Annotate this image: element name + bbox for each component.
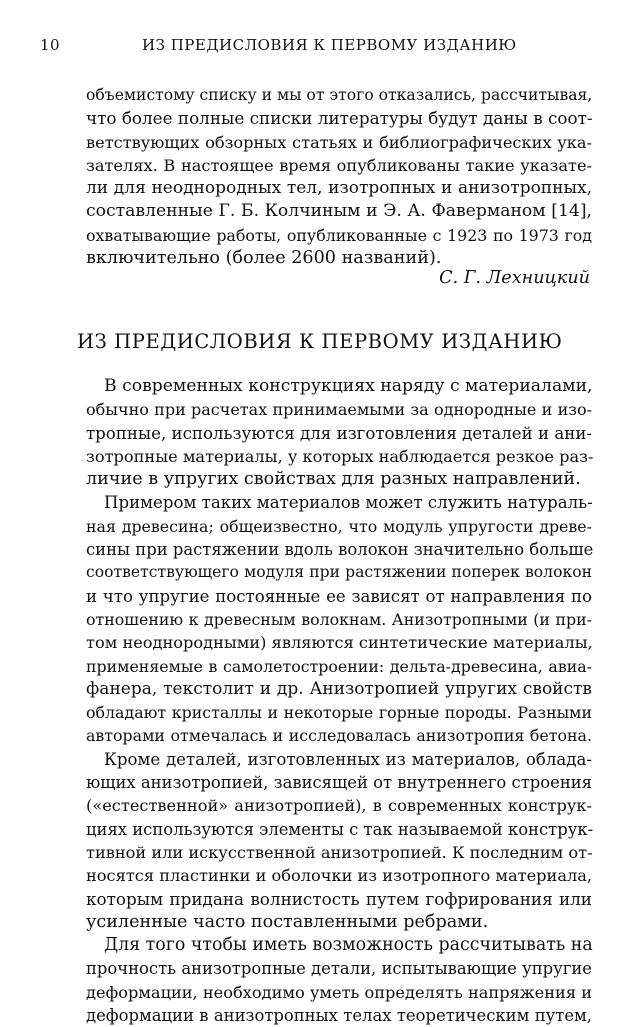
text-line: зателях. В настоящее время опубликованы такие указате-	[86, 155, 592, 175]
section-heading: ИЗ ПРЕДИСЛОВИЯ К ПЕРВОМУ ИЗДАНИЮ	[77, 330, 563, 353]
text-line: тропные, используются для изготовления деталей и ани-	[86, 423, 592, 443]
page-number: 10	[40, 36, 61, 54]
text-line: охватывающие работы, опубликованные с 1923 по 1973 год	[86, 225, 592, 245]
text-line: объемистому списку и мы от этого отказались, рассчитывая,	[86, 86, 593, 104]
text-line: отношению к древесным волокнам. Анизотропными (и при-	[86, 609, 592, 629]
text-line: обычно при расчетах принимаемыми за однородные и изо-	[86, 400, 592, 420]
text-line: Для того чтобы иметь возможность рассчитывать на	[104, 935, 593, 956]
text-line: ющих анизотропией, зависящей от внутреннего строения	[86, 773, 593, 793]
running-title: ИЗ ПРЕДИСЛОВИЯ К ПЕРВОМУ ИЗДАНИЮ	[142, 36, 517, 54]
text-line: Примером таких материалов может служить натураль-	[104, 493, 593, 513]
text-line: том неоднородными) являются синтетические материалы,	[86, 633, 593, 653]
text-line: циях используются элементы с так называемой конструк-	[86, 819, 594, 839]
previous-section-text	[86, 84, 592, 270]
text-line: В современных конструкциях наряду с материалами,	[104, 376, 593, 396]
text-line: («естественной» анизотропией), в современных конструк-	[86, 796, 592, 816]
text-line: ли для неоднородных тел, изотропных и анизотропных,	[86, 178, 592, 199]
text-line: прочность анизотропные детали, испытывающие упругие	[86, 959, 592, 979]
text-line: которым придана волнистость путем гофрирования или	[86, 888, 592, 909]
text-line: включительно (более 2600 названий).	[86, 248, 442, 269]
text-line: авторами отмечалась и исследовалась анизотропия бетона.	[86, 726, 592, 746]
text-line: фанера, текстолит и др. Анизотропией упругих свойств	[86, 678, 592, 699]
text-line: Кроме деталей, изготовленных из материалов, облада-	[104, 749, 592, 769]
text-line: личие в упругих свойствах для разных направлений.	[86, 469, 581, 490]
text-line: деформации, необходимо уметь определять напряжения и	[86, 982, 592, 1002]
text-line: носятся пластинки и оболочки из изотропного материала,	[86, 866, 593, 886]
text-line: деформации в анизотропных телах теоретическим путем,	[86, 1006, 592, 1026]
text-line: что более полные списки литературы будут даны в соот-	[86, 108, 593, 129]
running-head	[40, 36, 590, 58]
author-signature: С. Г. Лехницкий	[439, 268, 590, 288]
text-line: применяемые в самолетостроении: дельта-древесина, авиа-	[86, 656, 592, 676]
text-line: соответствующего модуля при растяжении поперек волокон	[86, 563, 592, 582]
text-line: составленные Г. Б. Колчиным и Э. А. Фаверманом [14],	[86, 201, 592, 222]
text-line: обладают кристаллы и некоторые горные породы. Разными	[86, 703, 592, 723]
text-line: усиленные часто поставленными ребрами.	[86, 911, 489, 932]
text-line: ветствующих обзорных статьях и библиографических ука-	[86, 132, 592, 152]
text-line: зотропные материалы, у которых наблюдается резкое раз-	[86, 446, 594, 466]
section-body-text	[86, 375, 592, 1027]
text-line: ная древесина; общеизвестно, что модуль упругости древе-	[86, 516, 592, 536]
text-line: тивной или искусственной анизотропией. К последним от-	[86, 842, 593, 862]
text-line: и что упругие постоянные ее зависят от направления по	[86, 586, 592, 606]
text-line: сины при растяжении вдоль волокон значительно больше	[86, 540, 594, 560]
